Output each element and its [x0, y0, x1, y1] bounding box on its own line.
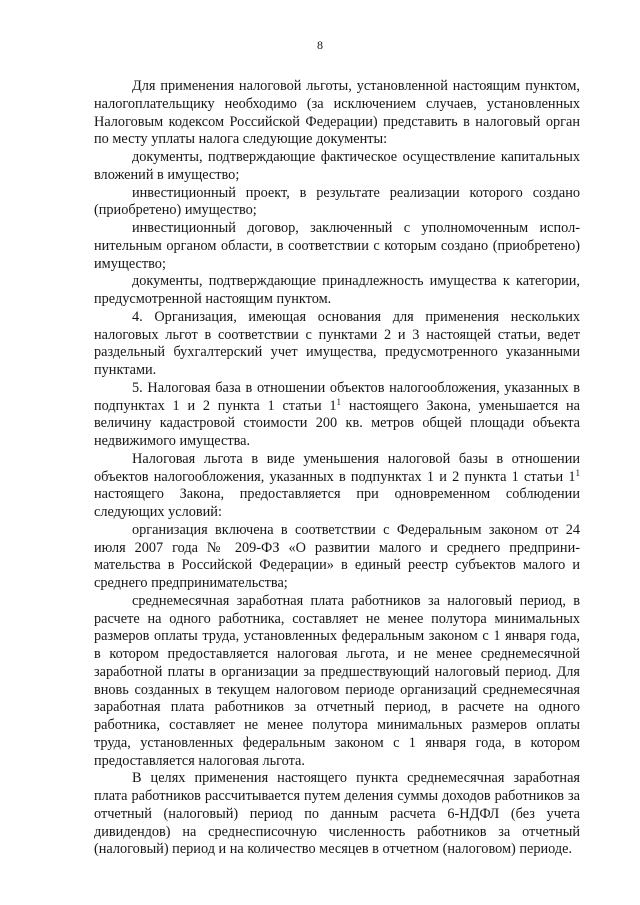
list-item-capital-investment-docs: документы, подтверждающие фактическое осуществление капитальных вложений в имущество;	[94, 149, 580, 183]
paragraph-point-4: 4. Организация, имеющая основания для применения нескольких налоговых льгот в соответствии с пунктами 2 и 3 настоящей статьи, ведет раздельный бухгалтерский учет имущества, предусмотренного указанными пунктами.	[94, 308, 580, 378]
condition-average-salary: среднемесячная заработная плата работников за налоговый период, в расчете на одного работника, составляет не менее полутора минимальных размеров оплаты труда, установленных федеральным законом с 1 января года, в котором предоставляется налоговая льгота, и не менее среднемесячной заработной платы в организации за предшествующий налоговый период. Для вновь созданных в текущем налоговом периоде организаций среднемесячная заработная плата работников за отчетный период, в расчете на одного работника, составляет не менее полутора минимальных размеров оплаты труда, установленных федеральным законом с 1 января года, в котором предоставляется налоговая льгота.	[94, 592, 580, 769]
list-item-investment-agreement: инвестиционный договор, заключенный с уполномоченным исполнительным органом области, в соответствии с которым создано (приобретено) имущество;	[94, 220, 580, 272]
article-superscript: 1	[575, 467, 580, 478]
document-body	[94, 78, 580, 859]
page-number: 8	[317, 38, 323, 52]
condition-sme-registry: организация включена в соответствии с Федеральным законом от 24 июля 2007 года № 209-ФЗ «О развитии малого и среднего предпринимательства в Российской Федерации» в единый реестр субъектов малого и среднего предпринимательства;	[94, 521, 580, 591]
article-superscript: 1	[336, 396, 342, 407]
paragraph-documents-intro: Для применения налоговой льготы, установленной настоящим пунктом, налогоплательщику необходимо (за исключением случаев, установленных Налоговым кодексом Российской Федерации) представить в налоговый орган по месту уплаты налога следующие документы:	[94, 78, 580, 148]
paragraph-salary-calculation: В целях применения настоящего пункта среднемесячная заработная плата работников рассчитывается путем деления суммы доходов работников за отчетный (налоговый) период по данным расчета 6-НДФЛ (без учета дивидендов) на среднесписочную численность работников за отчетный (налоговый) период и на количество месяцев в отчетном (налоговом) периоде.	[94, 770, 580, 858]
list-item-ownership-docs: документы, подтверждающие принадлежность имущества к категории, предусмотренной настоящим пунктом.	[94, 273, 580, 307]
paragraph-benefit-conditions: Налоговая льгота в виде уменьшения налоговой базы в отношении объектов налогообложения, указанных в подпунктах 1 и 2 пункта 1 статьи $1^1$ настоящего Закона, предоставляется при одновременном соблюдении следующих условий:	[94, 450, 580, 520]
list-item-investment-project: инвестиционный проект, в результате реализации которого создано (приобретено) имущество;	[94, 184, 580, 219]
paragraph-point-5: 5. Налоговая база в отношении объектов налогообложения, указанных в подпунктах 1 и 2 пункта 1 статьи $1^1$ настоящего Закона, уменьшается на величину кадастровой стоимости 200 кв. метров общей площади объекта недвижимого имущества.	[94, 379, 580, 449]
